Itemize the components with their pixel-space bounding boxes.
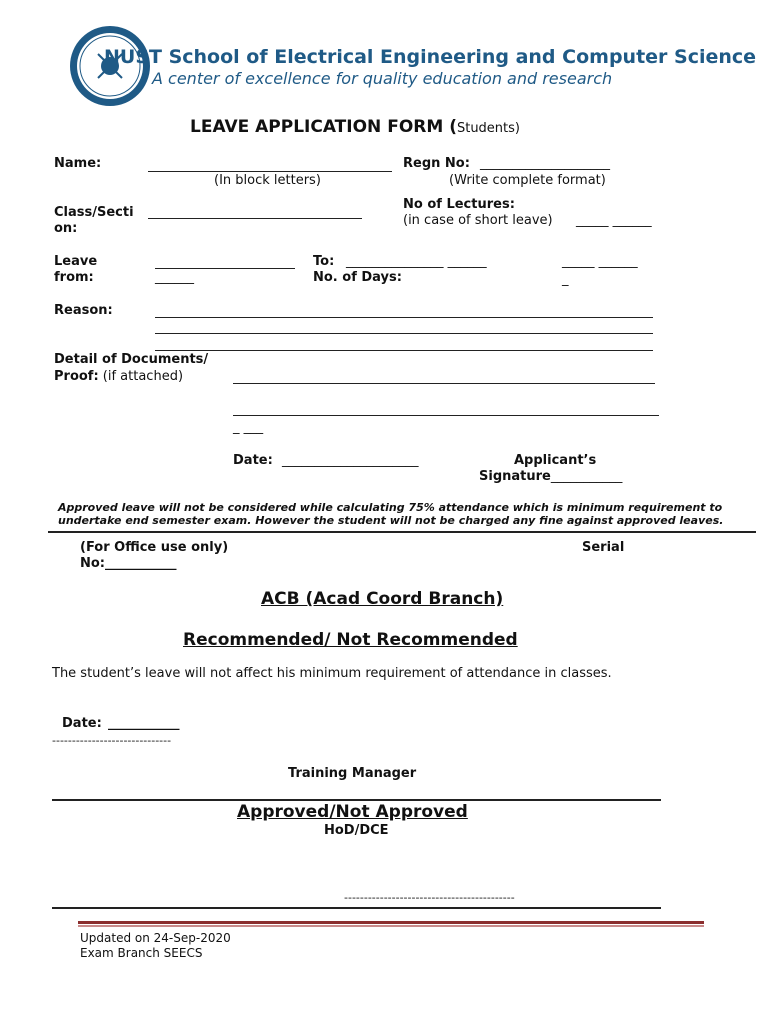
reason-line-1[interactable] [155,317,653,318]
training-manager-label: Training Manager [288,766,417,781]
footer-updated: Updated on 24-Sep-2020 [80,931,231,945]
reason-line-3[interactable] [155,350,653,351]
bottom-divider [52,907,661,909]
serial-label: Serial [582,540,625,555]
to-label: To: [313,254,335,269]
lectures-field[interactable]: _____ ______ [576,213,652,228]
form-title-sub: Students) [456,121,520,136]
date-label: Date: [233,453,273,468]
regn-field[interactable]: ____________________ [480,156,610,171]
regn-hint: (Write complete format) [449,173,606,188]
attendance-statement: The student’s leave will not affect his minimum requirement of attendance in classes. [52,666,612,681]
documents-line-2[interactable] [233,415,659,416]
serial-number-field[interactable]: No:___________ [80,556,177,571]
footer-bar [78,921,704,924]
footer-bar-shadow [78,925,704,927]
applicant-label: Applicant’s [514,453,597,468]
acb-heading: ACB (Acad Coord Branch) [261,589,504,609]
proof-label: Proof: (if attached) [54,369,184,384]
class-label-cont: on: [54,221,78,236]
approval-divider [52,799,661,801]
footer-branch: Exam Branch SEECS [80,946,203,960]
leave-from-line-2: ______ [155,270,194,285]
signature-field[interactable]: Signature___________ [479,469,623,484]
days-field[interactable]: _____ ______ [562,254,638,269]
approval-heading: Approved/Not Approved [237,802,468,822]
lectures-hint: (in case of short leave) [403,213,553,228]
days-field-2: _ [562,272,569,287]
lectures-label: No of Lectures: [403,197,515,212]
documents-line-1[interactable] [233,383,655,384]
class-label: Class/Secti [54,205,134,220]
leave-from-field[interactable] [155,268,295,269]
reason-line-2[interactable] [155,333,653,334]
attendance-note: Approved leave will not be considered while calculating 75% attendance which is minimum requirement to undertake end semester exam. However the student will not be charged any fine against approved leaves. [58,501,724,527]
name-field[interactable] [148,171,392,172]
documents-label: Detail of Documents/ [54,352,209,367]
hod-signature-line[interactable]: ------------------------------------------- [344,891,515,904]
date-field[interactable]: _____________________ [282,453,419,468]
institution-name: NUST School of Electrical Engineering and Computer Science [104,46,757,68]
office-dash-line: ------------------------------ [52,734,172,747]
office-date-field[interactable]: ___________ [108,716,180,731]
name-hint: (In block letters) [214,173,321,188]
hod-label: HoD/DCE [324,823,389,838]
to-field[interactable]: _______________ ______ [346,254,487,269]
leave-label: Leave [54,254,98,269]
section-divider [48,531,756,533]
leave-label-cont: from: [54,270,94,285]
recommendation-heading: Recommended/ Not Recommended [183,630,518,650]
days-label: No. of Days: [313,270,402,285]
institution-tagline: A center of excellence for quality education and research [152,69,613,88]
reason-label: Reason: [54,303,113,318]
class-field[interactable] [148,218,362,219]
documents-line-tail: _ ___ [233,420,264,435]
regn-label: Regn No: [403,156,470,171]
office-use-label: (For Office use only) [80,540,229,555]
office-date-label: Date: [62,716,102,731]
name-label: Name: [54,156,102,171]
form-title: LEAVE APPLICATION FORM (Students) [190,117,520,137]
